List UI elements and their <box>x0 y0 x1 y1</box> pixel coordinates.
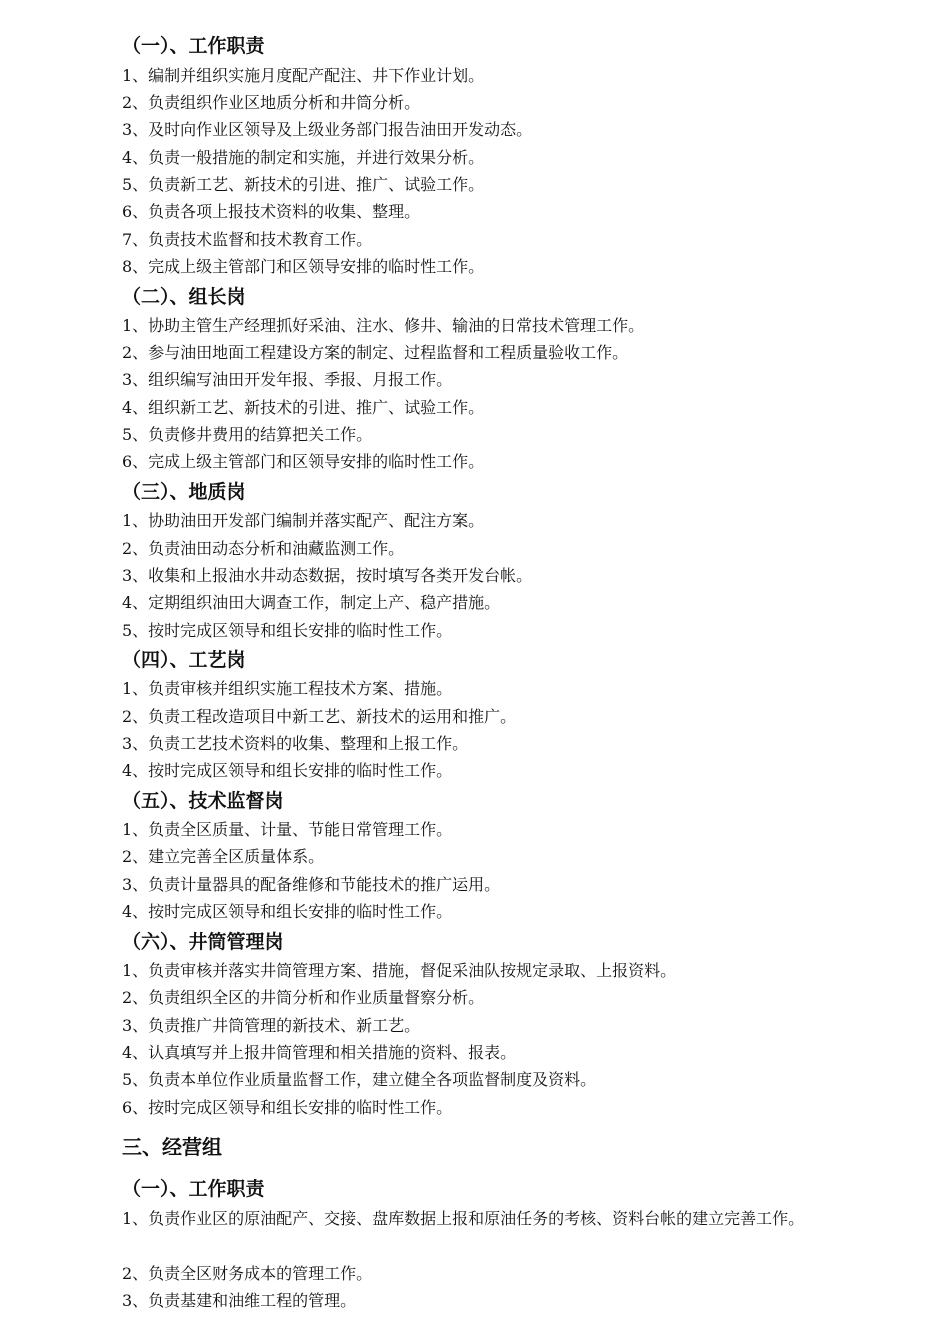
list-item: 6、按时完成区领导和组长安排的临时性工作。 <box>122 1098 453 1117</box>
section-heading-duties: （一）、工作职责 <box>122 1178 265 1200</box>
list-item: 1、负责审核并组织实施工程技术方案、措施。 <box>122 679 453 698</box>
list-item: 1、协助主管生产经理抓好采油、注水、修井、输油的日常技术管理工作。 <box>122 316 645 335</box>
list-item: 5、负责修井费用的结算把关工作。 <box>122 425 373 444</box>
list-item: 8、完成上级主管部门和区领导安排的临时性工作。 <box>122 257 485 276</box>
list-item: 4、按时完成区领导和组长安排的临时性工作。 <box>122 761 453 780</box>
list-item: 2、负责工程改造项目中新工艺、新技术的运用和推广。 <box>122 707 517 726</box>
list-item: 2、负责组织作业区地质分析和井筒分析。 <box>122 93 421 112</box>
list-item: 4、认真填写并上报井筒管理和相关措施的资料、报表。 <box>122 1043 517 1062</box>
paragraph-item: 2、负责全区财务成本的管理工作。 <box>122 1264 373 1283</box>
list-item: 5、负责新工艺、新技术的引进、推广、试验工作。 <box>122 175 485 194</box>
list-item: 4、按时完成区领导和组长安排的临时性工作。 <box>122 902 453 921</box>
part-title-operations-group: 三、经营组 <box>122 1135 222 1159</box>
list-item: 1、负责全区质量、计量、节能日常管理工作。 <box>122 820 453 839</box>
list-item: 2、建立完善全区质量体系。 <box>122 847 325 866</box>
list-item: 3、组织编写油田开发年报、季报、月报工作。 <box>122 370 453 389</box>
list-item: 1、负责审核并落实井筒管理方案、措施，督促采油队按规定录取、上报资料。 <box>122 961 677 980</box>
list-item: 4、定期组织油田大调查工作，制定上产、稳产措施。 <box>122 593 501 612</box>
list-item: 5、负责本单位作业质量监督工作，建立健全各项监督制度及资料。 <box>122 1070 597 1089</box>
section-heading-geology: （三）、地质岗 <box>122 481 246 503</box>
list-item: 1、协助油田开发部门编制并落实配产、配注方案。 <box>122 511 485 530</box>
section-heading-process: （四）、工艺岗 <box>122 649 246 671</box>
section-heading-wellbore-management: （六）、井筒管理岗 <box>122 931 284 953</box>
list-item: 3、及时向作业区领导及上级业务部门报告油田开发动态。 <box>122 120 533 139</box>
list-item: 2、负责组织全区的井筒分析和作业质量督察分析。 <box>122 988 485 1007</box>
paragraph-item: 3、负责基建和油维工程的管理。 <box>122 1291 357 1310</box>
list-item: 7、负责技术监督和技术教育工作。 <box>122 230 373 249</box>
list-item: 4、负责一般措施的制定和实施，并进行效果分析。 <box>122 148 485 167</box>
list-item: 3、收集和上报油水井动态数据，按时填写各类开发台帐。 <box>122 566 533 585</box>
list-item: 1、编制并组织实施月度配产配注、井下作业计划。 <box>122 66 485 85</box>
list-item: 4、组织新工艺、新技术的引进、推广、试验工作。 <box>122 398 485 417</box>
section-heading-duties: （一）、工作职责 <box>122 35 265 57</box>
list-item: 3、负责工艺技术资料的收集、整理和上报工作。 <box>122 734 469 753</box>
list-item: 2、负责油田动态分析和油藏监测工作。 <box>122 539 405 558</box>
list-item: 5、按时完成区领导和组长安排的临时性工作。 <box>122 621 453 640</box>
section-heading-group-leader: （二）、组长岗 <box>122 286 246 308</box>
list-item: 3、负责计量器具的配备维修和节能技术的推广运用。 <box>122 875 501 894</box>
list-item: 6、负责各项上报技术资料的收集、整理。 <box>122 202 421 221</box>
section-heading-technical-supervision: （五）、技术监督岗 <box>122 790 284 812</box>
list-item: 3、负责推广井筒管理的新技术、新工艺。 <box>122 1016 421 1035</box>
list-item: 6、完成上级主管部门和区领导安排的临时性工作。 <box>122 452 485 471</box>
paragraph-item: 1、负责作业区的原油配产、交接、盘库数据上报和原油任务的考核、资料台帐的建立完善工作。 <box>122 1209 805 1228</box>
list-item: 2、参与油田地面工程建设方案的制定、过程监督和工程质量验收工作。 <box>122 343 629 362</box>
